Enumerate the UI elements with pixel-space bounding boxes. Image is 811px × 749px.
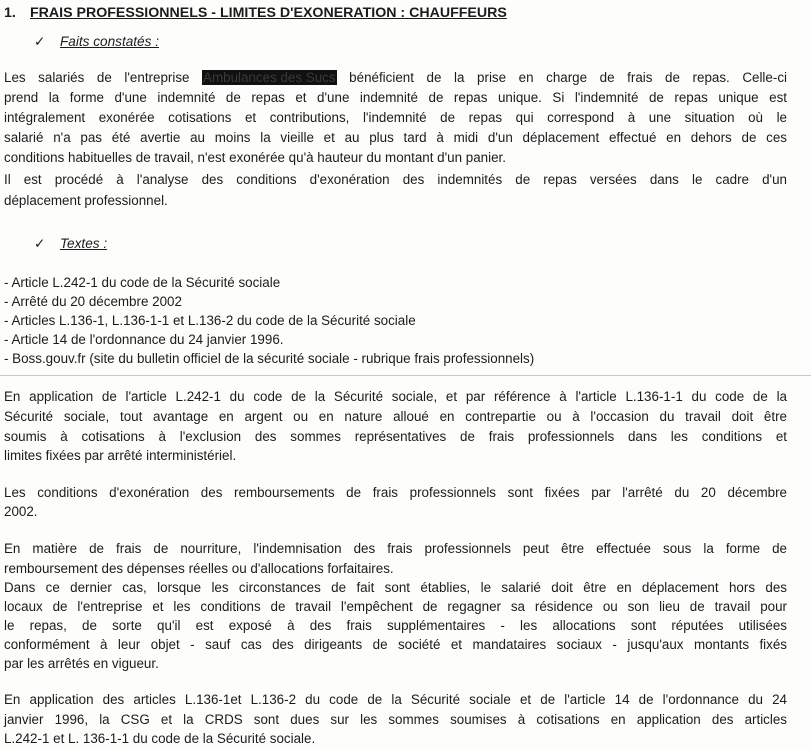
facts-line-2: prend la forme d'une indemnité de repas et d'une indemnité de repas unique. Si l'indemnité de repas unique est — [4, 90, 787, 105]
checkmark-icon: ✓ — [34, 236, 46, 251]
subheading-texts-label: Textes : — [60, 236, 108, 251]
nourriture-line-7: par les arrêtés en vigueur. — [4, 656, 159, 671]
conditions-line-1: Les conditions d'exonération des remboursements de frais professionnels sont fixées par l'arrêté du 20 décembre — [4, 485, 787, 500]
facts-line-1 — [4, 70, 787, 86]
facts-line-7: déplacement professionnel. — [4, 193, 168, 208]
section-number: 1. — [4, 5, 16, 21]
redacted-company-name: Ambulances des Sucs — [203, 70, 336, 85]
facts-text: Les salariés de l'entreprise — [4, 70, 203, 85]
list-item: - Article 14 de l'ordonnance du 24 janvier 1996. — [4, 332, 284, 347]
nourriture-line-5: le repas, de sorte qu'il est exposé à des frais supplémentaires - les allocations sont réputées utilisées — [4, 618, 787, 633]
nourriture-line-6: conformément à leur objet - sauf cas des dirigeants de société et mandataires sociaux - jusqu'aux montants fixés — [4, 637, 787, 652]
csg-line-2: janvier 1996, la CSG et la CRDS sont dues sur les sommes soumises à cotisations en application des articles — [4, 712, 787, 727]
subheading-texts — [34, 235, 107, 252]
nourriture-line-2: remboursement des dépenses réelles ou d'allocations forfaitaires. — [4, 561, 394, 576]
list-item: - Arrêté du 20 décembre 2002 — [4, 294, 182, 309]
facts-line-5: conditions habituelles de travail, n'est exonérée qu'à hauteur du montant d'un panier. — [4, 150, 506, 165]
nourriture-line-4: locaux de l'entreprise et les conditions de travail l'empêchent de regagner sa résidence ou son lieu de travail pour — [4, 599, 787, 614]
nourriture-line-1: En matière de frais de nourriture, l'indemnisation des frais professionnels peut être effectuée sous la forme de — [4, 541, 787, 556]
nourriture-line-3: Dans ce dernier cas, lorsque les circonstances de fait sont établies, le salarié doit être en déplacement hors des — [4, 580, 787, 595]
csg-line-1: En application des articles L.136-1et L.136-2 du code de la Sécurité sociale et de l'article 14 de l'ordonnance du 24 — [4, 692, 787, 707]
facts-text: bénéficient de la prise en charge de frais de repas. Celle-ci — [336, 70, 787, 85]
application-line-4: limites fixées par arrêté interministériel. — [4, 448, 237, 463]
facts-line-3: intégralement exonérée cotisations et contributions, l'indemnité de repas qui correspond à une situation où le — [4, 110, 787, 125]
subheading-facts-label: Faits constatés : — [60, 34, 159, 49]
application-line-1: En application de l'article L.242-1 du code de la Sécurité sociale, et par référence à l'article L.136-1-1 du code de la — [4, 389, 787, 404]
section-heading — [4, 5, 507, 22]
subheading-facts — [34, 33, 159, 50]
checkmark-icon: ✓ — [34, 34, 46, 49]
facts-line-4: salarié n'a pas été avertie au moins la vieille et au plus tard à midi d'un déplacement effectué en dehors de ces — [4, 130, 787, 145]
list-item: - Article L.242-1 du code de la Sécurité sociale — [4, 275, 281, 290]
list-item: - Articles L.136-1, L.136-1-1 et L.136-2 du code de la Sécurité sociale — [4, 313, 416, 328]
application-line-3: soumis à cotisations à l'exclusion des sommes représentatives de frais professionnels dans les conditions et — [4, 429, 787, 444]
facts-line-6: Il est procédé à l'analyse des conditions d'exonération des indemnités de repas versées dans le cadre d'un — [4, 172, 787, 187]
conditions-line-2: 2002. — [4, 504, 38, 519]
section-title: FRAIS PROFESSIONNELS - LIMITES D'EXONERATION : CHAUFFEURS — [30, 5, 507, 21]
application-line-2: Sécurité sociale, tout avantage en argent ou en nature alloué en contrepartie ou à l'occasion du travail doit être — [4, 409, 787, 424]
csg-line-3: L.242-1 et L. 136-1-1 du code de la Sécurité sociale. — [4, 731, 316, 746]
list-item: - Boss.gouv.fr (site du bulletin officiel de la sécurité sociale - rubrique frais professionnels) — [4, 351, 535, 366]
scan-divider — [0, 375, 811, 376]
